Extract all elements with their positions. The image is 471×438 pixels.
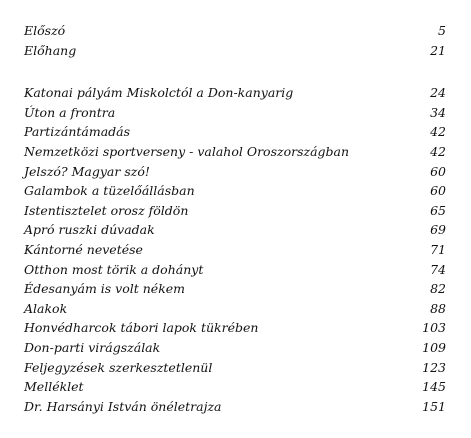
table-of-contents — [24, 21, 446, 416]
toc-entry — [24, 181, 446, 201]
toc-entry-title: Apró ruszki dúvadak — [24, 222, 155, 238]
toc-entry — [24, 162, 446, 182]
toc-entry-page: 42 — [430, 124, 446, 140]
toc-entry-page: 103 — [422, 320, 446, 336]
toc-entry — [24, 397, 446, 417]
toc-entry — [24, 142, 446, 162]
toc-entry — [24, 122, 446, 142]
toc-entry-title: Édesanyám is volt nékem — [24, 281, 186, 297]
toc-entry — [24, 201, 446, 221]
toc-entry-title: Dr. Harsányi István önéletrajza — [24, 398, 222, 414]
toc-entry-page: 21 — [430, 42, 446, 58]
toc-entry-page: 60 — [430, 183, 446, 199]
toc-entry — [24, 358, 446, 378]
toc-entry-page: 34 — [430, 104, 446, 120]
toc-entry — [24, 240, 446, 260]
toc-entry-page: 123 — [422, 359, 446, 375]
toc-entry — [24, 220, 446, 240]
toc-entry-page: 109 — [422, 339, 446, 355]
toc-entry-page: 151 — [422, 398, 446, 414]
toc-entry-title: Nemzetközi sportverseny - valahol Oroszországban — [24, 143, 350, 159]
toc-entry — [24, 103, 446, 123]
toc-entry-title: Előhang — [24, 42, 77, 58]
section-spacer — [24, 60, 446, 83]
toc-entry — [24, 260, 446, 280]
toc-entry-title: Don-parti virágszálak — [24, 339, 161, 355]
toc-entry-title: Partizántámadás — [24, 124, 131, 140]
toc-entry-title: Feljegyzések szerkesztetlenül — [24, 359, 213, 375]
toc-entry — [24, 41, 446, 61]
toc-entry-page: 42 — [430, 143, 446, 159]
toc-entry — [24, 338, 446, 358]
toc-entry — [24, 299, 446, 319]
toc-entry-title: Melléklet — [24, 379, 84, 395]
toc-entry-title: Katonai pályám Miskolctól a Don-kanyarig — [24, 85, 294, 101]
toc-entry — [24, 83, 446, 103]
toc-entry-title: Úton a frontra — [24, 104, 116, 120]
toc-entry-page: 24 — [430, 85, 446, 101]
toc-entry-page: 5 — [438, 23, 446, 38]
toc-entry-title: Kántorné nevetése — [24, 241, 143, 257]
toc-entry-page: 69 — [430, 222, 446, 238]
toc-entry-page: 60 — [430, 163, 446, 179]
toc-entry-title: Galambok a tüzelőállásban — [24, 183, 195, 199]
toc-entry-page: 71 — [430, 241, 446, 257]
toc-entry-page: 88 — [430, 300, 446, 316]
toc-entry-title: Istentisztelet orosz földön — [24, 202, 189, 218]
toc-entry-page: 65 — [430, 202, 446, 218]
toc-entry-title: Alakok — [24, 300, 68, 316]
toc-entry-page: 82 — [430, 281, 446, 297]
toc-entry-title: Jelszó? Magyar szó! — [24, 163, 150, 179]
toc-entry — [24, 377, 446, 397]
toc-entry-title: Honvédharcok tábori lapok tükrében — [24, 320, 259, 336]
toc-entry-title: Előszó — [24, 23, 66, 38]
toc-entry — [24, 318, 446, 338]
toc-entry — [24, 279, 446, 299]
toc-entry-page: 74 — [430, 261, 446, 277]
toc-entry — [24, 21, 446, 41]
toc-entry-title: Otthon most törik a dohányt — [24, 261, 204, 277]
toc-entry-page: 145 — [422, 379, 446, 395]
